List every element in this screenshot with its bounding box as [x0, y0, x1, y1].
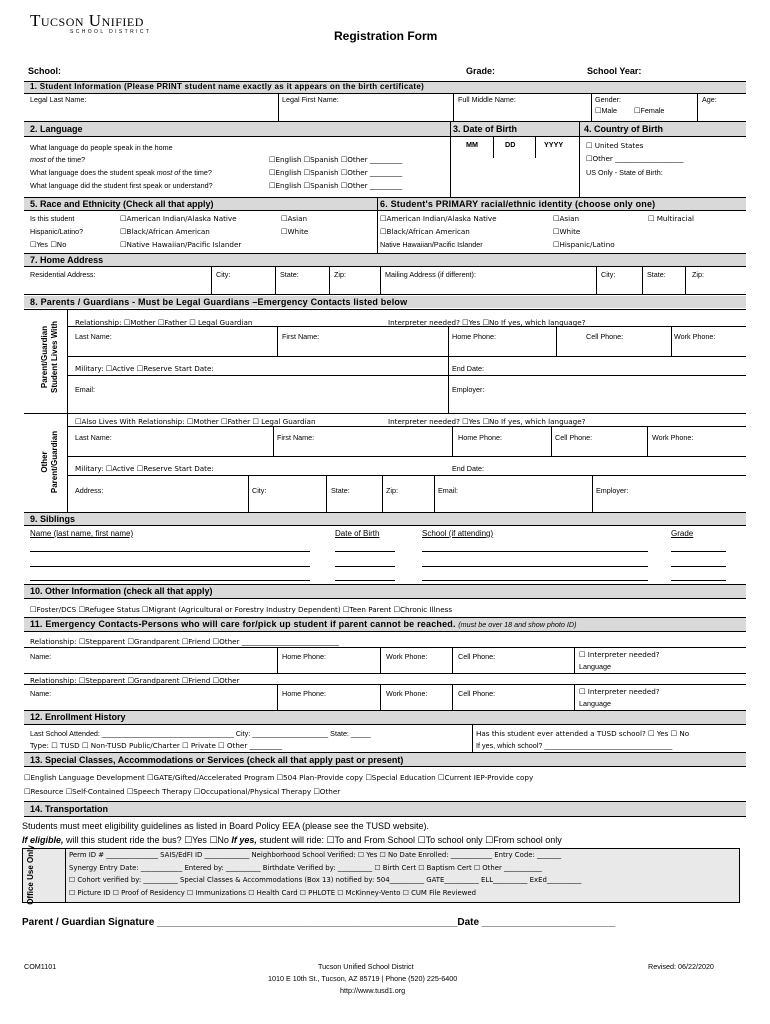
state-of-birth-field[interactable]: US Only - State of Birth:: [586, 168, 663, 177]
age-field[interactable]: Age:: [702, 95, 717, 104]
section-3-title: 3. Date of Birth: [453, 124, 518, 134]
grade-label: Grade:: [466, 66, 496, 76]
school-label: School:: [28, 66, 61, 76]
section-11-title: 11. Emergency Contacts-Persons who will care for/pick up student if parent cannot be reached.: [30, 619, 456, 629]
country-us-checkbox[interactable]: ☐ United States: [586, 141, 644, 150]
p2-end-date-field[interactable]: End Date:: [452, 464, 484, 473]
logo-line2: SCHOOL DISTRICT: [70, 29, 152, 35]
form-title: Registration Form: [334, 29, 438, 43]
special-classes-row2[interactable]: ☐Resource ☐Self-Contained ☐Speech Therapy ☐Occupational/Physical Therapy ☐Other: [24, 787, 341, 796]
section-11-note: (must be over 18 and show photo ID): [458, 620, 577, 629]
section-14-title: 14. Transportation: [30, 804, 109, 814]
form-code: COM1101: [24, 962, 57, 971]
lang-q1a: What language do people speak in the home: [30, 143, 173, 152]
p2-last-name-field[interactable]: Last Name:: [75, 433, 112, 442]
section-2-title: 2. Language: [30, 124, 83, 134]
other-parent-side-label: Other Parent/Guardian: [40, 430, 59, 494]
p2-state-field[interactable]: State:: [331, 486, 350, 495]
p2-employer-field[interactable]: Employer:: [596, 486, 629, 495]
p2-city-field[interactable]: City:: [252, 486, 267, 495]
race-aian-checkbox[interactable]: ☐American Indian/Alaska Native: [120, 214, 237, 223]
lang-q1-options[interactable]: ☐English ☐Spanish ☐Other _________: [269, 155, 403, 164]
office-row2: Synergy Entry Date: ____________ Entered by: __________ Birthdate Verified by: __________ ☐ Birth Cert ☐ Baptism Cert ☐ Other ___________: [69, 864, 542, 872]
lang-q3: What language did the student first speak or understand?: [30, 181, 213, 190]
district-logo: [30, 12, 151, 35]
ec1-home-phone-field[interactable]: Home Phone:: [282, 652, 326, 661]
p1-email-field[interactable]: Email:: [75, 385, 95, 394]
office-row3: ☐ Cohort verified by: __________ Special Classes & Accommodations (Box 13) notified by: 504__________ GATE__________ ELL__________ ExEd__________: [69, 876, 582, 884]
office-row4: ☐ Picture ID ☐ Proof of Residency ☐ Immunizations ☐ Health Card ☐ PHLOTE ☐ McKinney-Vento ☐ CUM File Reviewed: [69, 889, 476, 897]
p1-military[interactable]: Military: ☐Active ☐Reserve Start Date:: [75, 364, 214, 373]
p1-first-name-field[interactable]: First Name:: [282, 332, 320, 341]
p1-employer-field[interactable]: Employer:: [452, 385, 485, 394]
dob-yyyy[interactable]: YYYY: [544, 140, 564, 149]
dob-dd[interactable]: DD: [505, 140, 516, 149]
attended-tusd-question[interactable]: Has this student ever attended a TUSD school? ☐ Yes ☐ No: [476, 729, 690, 738]
primary-multiracial-checkbox[interactable]: ☐ Multiracial: [648, 214, 695, 223]
footer-address: 1010 E 10th St., Tucson, AZ 85719 | Phone (520) 225-6400: [268, 974, 458, 983]
res-state-field[interactable]: State:: [280, 270, 299, 279]
mail-city-field[interactable]: City:: [601, 270, 616, 279]
lang-q2-italic: most of: [156, 168, 181, 177]
race-black-checkbox[interactable]: ☐Black/African American: [120, 227, 210, 236]
transport-eligibility-text: Students must meet eligibility guidelines as listed in Board Policy EEA (please see the TUSD website).: [22, 821, 430, 831]
school-year-label: School Year:: [587, 66, 642, 76]
residential-address-field[interactable]: Residential Address:: [30, 270, 96, 279]
p2-interpreter[interactable]: Interpreter needed? ☐Yes ☐No If yes, which language?: [388, 417, 586, 426]
footer-url[interactable]: http://www.tusd1.org: [340, 986, 406, 995]
revised-date: Revised: 06/22/2020: [648, 962, 714, 971]
siblings-grade-header: Grade: [671, 529, 694, 538]
ec2-home-phone-field[interactable]: Home Phone:: [282, 689, 326, 698]
full-middle-name-field[interactable]: Full Middle Name:: [458, 95, 516, 104]
gender-label: Gender:: [595, 95, 621, 104]
lang-q1-italic: most of: [30, 155, 54, 164]
section-12-title: 12. Enrollment History: [30, 712, 126, 722]
hispanic-q1: Is this student: [30, 214, 75, 223]
gender-male-checkbox[interactable]: ☐Male: [595, 106, 618, 115]
race-asian-checkbox[interactable]: ☐Asian: [281, 214, 308, 223]
lang-q1b: the time?: [55, 155, 86, 164]
siblings-dob-header: Date of Birth: [335, 529, 380, 538]
section-4-title: 4. Country of Birth: [584, 124, 663, 134]
res-zip-field[interactable]: Zip:: [334, 270, 346, 279]
mail-state-field[interactable]: State:: [647, 270, 666, 279]
school-type-options[interactable]: Type: ☐ TUSD ☐ Non-TUSD Public/Charter ☐ Private ☐ Other _________: [30, 741, 282, 750]
legal-last-name-field[interactable]: Legal Last Name:: [30, 95, 87, 104]
p1-interpreter[interactable]: Interpreter needed? ☐Yes ☐No If yes, which language?: [388, 318, 586, 327]
ec2-interpreter-checkbox[interactable]: ☐ Interpreter needed?: [579, 687, 660, 696]
ec2-cell-phone-field[interactable]: Cell Phone:: [458, 689, 496, 698]
p2-home-phone-field[interactable]: Home Phone:: [458, 433, 502, 442]
section-6-title: 6. Student's PRIMARY racial/ethnic identity (choose only one): [380, 199, 656, 209]
p1-relationship[interactable]: Relationship: ☐Mother ☐Father ☐ Legal Guardian: [75, 318, 253, 327]
p2-zip-field[interactable]: Zip:: [386, 486, 398, 495]
signature-line[interactable]: Parent / Guardian Signature ______________________________________________________Date ________________________: [22, 917, 616, 928]
section-1-title: 1. Student Information (Please PRINT student name exactly as it appears on the birth certificate): [30, 82, 425, 91]
lang-q2b: the time?: [182, 168, 212, 177]
ec1-name-field[interactable]: Name:: [30, 652, 52, 661]
logo-line1: Tucson Unified: [30, 11, 144, 30]
primary-asian-checkbox[interactable]: ☐Asian: [553, 214, 580, 223]
ec1-relationship[interactable]: Relationship: ☐Stepparent ☐Grandparent ☐Friend ☐Other ___________________________: [30, 637, 339, 646]
primary-white-checkbox[interactable]: ☐White: [553, 227, 581, 236]
mailing-address-field[interactable]: Mailing Address (if different):: [385, 270, 476, 279]
ec2-name-field[interactable]: Name:: [30, 689, 52, 698]
ec2-work-phone-field[interactable]: Work Phone:: [386, 689, 428, 698]
lang-q3-options[interactable]: ☐English ☐Spanish ☐Other _________: [269, 181, 403, 190]
siblings-school-header: School (if attending): [422, 529, 494, 538]
hispanic-yesno[interactable]: ☐Yes ☐No: [30, 240, 67, 249]
p1-work-phone-field[interactable]: Work Phone:: [674, 332, 716, 341]
section-10-title: 10. Other Information (check all that apply): [30, 586, 213, 596]
primary-nhpi-checkbox[interactable]: Native Hawaiian/Pacific Islander: [380, 240, 483, 249]
p1-end-date-field[interactable]: End Date:: [452, 364, 484, 373]
ec1-work-phone-field[interactable]: Work Phone:: [386, 652, 428, 661]
other-info-options[interactable]: ☐Foster/DCS ☐Refugee Status ☐Migrant (Agricultural or Forestry Industry Dependent) ☐Teen Parent ☐Chronic Illness: [30, 605, 453, 614]
mail-zip-field[interactable]: Zip:: [692, 270, 704, 279]
which-school-field[interactable]: If yes, which school? ________________________________: [476, 741, 673, 750]
p1-cell-phone-field[interactable]: Cell Phone:: [586, 332, 624, 341]
siblings-name-header: Name (last name, first name): [30, 529, 134, 538]
section-7-title: 7. Home Address: [30, 255, 104, 265]
office-row1: Perm ID # _______________ SAIS/EdFI ID _____________ Neighborhood School Verified: ☐ Yes ☐ No Date Enrolled: ____________ Entry Code: _______: [69, 851, 562, 859]
p2-first-name-field[interactable]: First Name:: [277, 433, 315, 442]
ec2-relationship[interactable]: Relationship: ☐Stepparent ☐Grandparent ☐Friend ☐Other ___________________________: [30, 676, 339, 685]
res-city-field[interactable]: City:: [216, 270, 231, 279]
section-8-title: 8. Parents / Guardians - Must be Legal Guardians –Emergency Contacts listed below: [30, 297, 408, 307]
race-nhpi-checkbox[interactable]: ☐Native Hawaiian/Pacific Islander: [120, 240, 242, 249]
dob-mm[interactable]: MM: [466, 140, 478, 149]
section-5-title: 5. Race and Ethnicity (Check all that apply): [30, 199, 214, 209]
ec2-language-field[interactable]: Language: [579, 699, 611, 708]
office-use-side-label: Office Use Only: [26, 845, 35, 905]
section-13-title: 13. Special Classes, Accommodations or Services (check all that apply past or present): [30, 755, 404, 765]
country-other-checkbox[interactable]: ☐Other ___________________: [586, 154, 684, 163]
primary-black-checkbox[interactable]: ☐Black/African American: [380, 227, 470, 236]
parent-guardian-side-label: Parent/Guardian Student Lives With: [40, 321, 59, 393]
p2-relationship[interactable]: ☐Also Lives With Relationship: ☐Mother ☐Father ☐ Legal Guardian: [75, 417, 316, 426]
p2-address-field[interactable]: Address:: [75, 486, 104, 495]
transport-question[interactable]: If eligible, will this student ride the bus? ☐Yes ☐No If yes, student will ride: ☐To and From School ☐To school only ☐From school only: [22, 835, 562, 845]
p2-military[interactable]: Military: ☐Active ☐Reserve Start Date:: [75, 464, 214, 473]
lang-q2a: What language does the student speak: [30, 168, 155, 177]
p2-email-field[interactable]: Email:: [438, 486, 458, 495]
footer-org: Tucson Unified School District: [318, 962, 414, 971]
lang-q2-options[interactable]: ☐English ☐Spanish ☐Other _________: [269, 168, 403, 177]
last-school-attended-field[interactable]: Last School Attended: _________________________________ City: ___________________ State: _____: [30, 729, 371, 738]
section-9-title: 9. Siblings: [30, 514, 76, 524]
primary-hispanic-checkbox[interactable]: ☐Hispanic/Latino: [553, 240, 615, 249]
primary-aian-checkbox[interactable]: ☐American Indian/Alaska Native: [380, 214, 497, 223]
hispanic-q2: Hispanic/Latino?: [30, 227, 84, 236]
legal-first-name-field[interactable]: Legal First Name:: [282, 95, 339, 104]
ec1-language-field[interactable]: Language: [579, 662, 611, 671]
p1-home-phone-field[interactable]: Home Phone:: [452, 332, 496, 341]
p2-cell-phone-field[interactable]: Cell Phone:: [555, 433, 593, 442]
ec1-interpreter-checkbox[interactable]: ☐ Interpreter needed?: [579, 650, 660, 659]
p1-last-name-field[interactable]: Last Name:: [75, 332, 112, 341]
p2-work-phone-field[interactable]: Work Phone:: [652, 433, 694, 442]
ec1-cell-phone-field[interactable]: Cell Phone:: [458, 652, 496, 661]
race-white-checkbox[interactable]: ☐White: [281, 227, 309, 236]
special-classes-row1[interactable]: ☐English Language Development ☐GATE/Gifted/Accelerated Program ☐504 Plan-Provide copy ☐Special Education ☐Current IEP-Provide copy: [24, 773, 534, 782]
gender-female-checkbox[interactable]: ☐Female: [634, 106, 665, 115]
